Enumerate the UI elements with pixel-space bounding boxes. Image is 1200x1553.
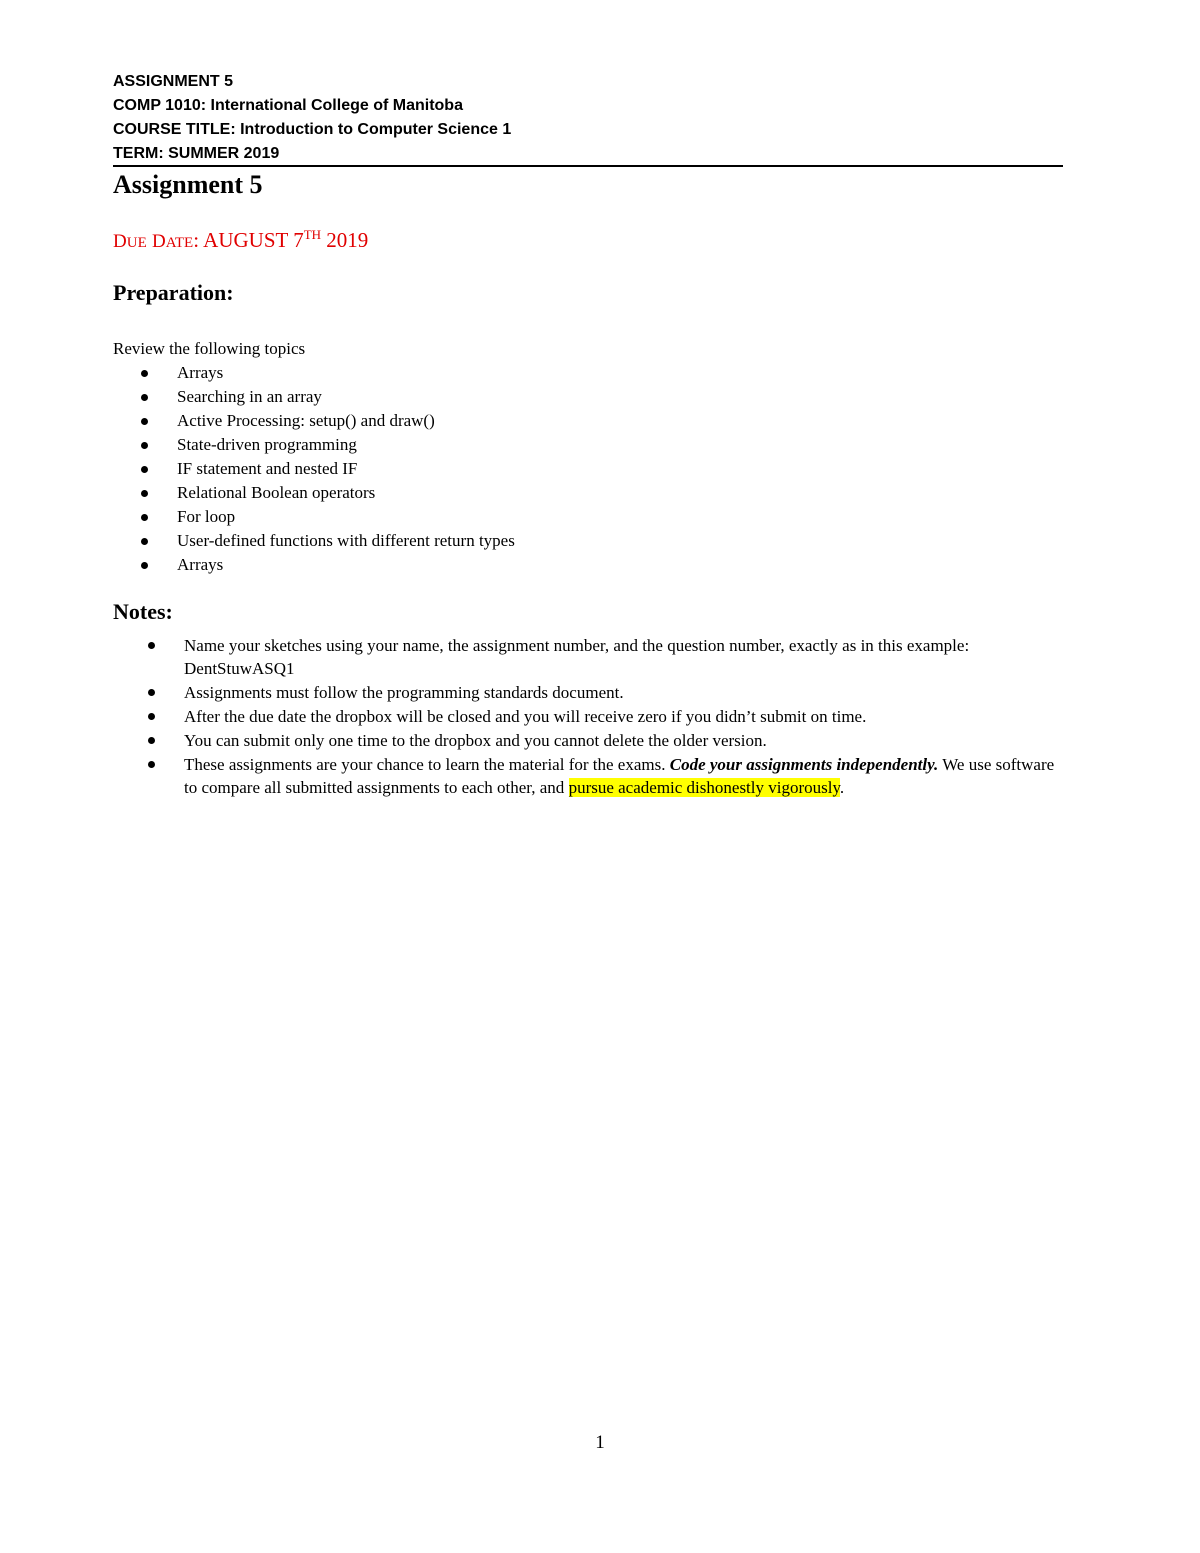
- preparation-heading: Preparation:: [113, 280, 234, 305]
- topic-text: Relational Boolean operators: [177, 483, 376, 502]
- note-text: We use software to compare all submitted assignments to each other, and: [184, 755, 1055, 797]
- page-number: 1: [595, 1432, 605, 1453]
- note-highlight: pursue academic dishonestly vigorously: [568, 778, 840, 797]
- due-date-da: D: [151, 231, 166, 252]
- list-item: [113, 361, 515, 385]
- topic-text: State-driven programming: [177, 435, 357, 454]
- due-date-year: 2019: [326, 228, 369, 252]
- header-divider: [113, 165, 1063, 167]
- header-assignment: ASSIGNMENT 5: [113, 73, 234, 90]
- topic-text: For loop: [177, 507, 236, 526]
- preparation-intro: Review the following topics: [113, 339, 306, 358]
- list-item: [113, 409, 515, 433]
- note-emphasis: Code your assignments independently: [669, 755, 935, 774]
- due-date-d: D: [113, 231, 127, 252]
- document-header: [113, 70, 1063, 166]
- list-item: [113, 729, 1063, 752]
- list-item: [113, 457, 515, 481]
- bullet-icon: [141, 538, 148, 545]
- notes-heading: Notes:: [113, 599, 173, 624]
- due-date-month: AUGUST 7: [203, 228, 304, 252]
- topic-text: Arrays: [177, 555, 224, 574]
- bullet-icon: [141, 466, 148, 473]
- bullet-icon: [141, 394, 148, 401]
- header-course: COMP 1010: International College of Manitoba: [113, 97, 463, 114]
- header-term: TERM: SUMMER 2019: [113, 145, 280, 162]
- list-item: [113, 705, 1063, 728]
- note-emphasis-period: .: [934, 755, 939, 774]
- topic-text: Arrays: [177, 363, 224, 382]
- due-date-ate: ATE: [165, 235, 194, 251]
- topics-list: [113, 361, 515, 577]
- list-item: [113, 433, 515, 457]
- note-text: Name your sketches using your name, the assignment number, and the question number, exactly as in this example: DentStuwASQ1: [184, 636, 970, 678]
- list-item: [113, 529, 515, 553]
- due-date: [113, 226, 368, 257]
- bullet-icon: [141, 442, 148, 449]
- due-date-suffix: TH: [303, 227, 322, 242]
- bullet-icon: [148, 761, 155, 768]
- note-text: You can submit only one time to the dropbox and you cannot delete the older version.: [184, 731, 767, 750]
- note-text: Assignments must follow the programming standards document.: [184, 683, 624, 702]
- list-item: [113, 385, 515, 409]
- bullet-icon: [141, 490, 148, 497]
- topic-text: Searching in an array: [177, 387, 322, 406]
- bullet-icon: [148, 737, 155, 744]
- bullet-icon: [141, 370, 148, 377]
- bullet-icon: [148, 642, 155, 649]
- notes-list: [113, 634, 1063, 800]
- note-text: .: [839, 778, 845, 797]
- bullet-icon: [141, 514, 148, 521]
- topic-text: Active Processing: setup() and draw(): [177, 411, 435, 430]
- topic-text: IF statement and nested IF: [177, 459, 358, 478]
- list-item: [113, 681, 1063, 704]
- list-item: [113, 481, 515, 505]
- bullet-icon: [148, 689, 155, 696]
- due-date-colon: :: [193, 228, 200, 252]
- due-date-ue: UE: [126, 235, 147, 251]
- header-course-title: COURSE TITLE: Introduction to Computer Science 1: [113, 121, 512, 138]
- note-text: These assignments are your chance to learn the material for the exams.: [184, 755, 670, 774]
- list-item: [113, 753, 1063, 799]
- list-item: [113, 505, 515, 529]
- bullet-icon: [141, 562, 148, 569]
- topic-text: User-defined functions with different return types: [177, 531, 515, 550]
- page-title: Assignment 5: [113, 170, 263, 199]
- bullet-icon: [148, 713, 155, 720]
- bullet-icon: [141, 418, 148, 425]
- note-text: After the due date the dropbox will be closed and you will receive zero if you didn’t submit on time.: [184, 707, 867, 726]
- list-item: [113, 634, 1063, 680]
- list-item: [113, 553, 515, 577]
